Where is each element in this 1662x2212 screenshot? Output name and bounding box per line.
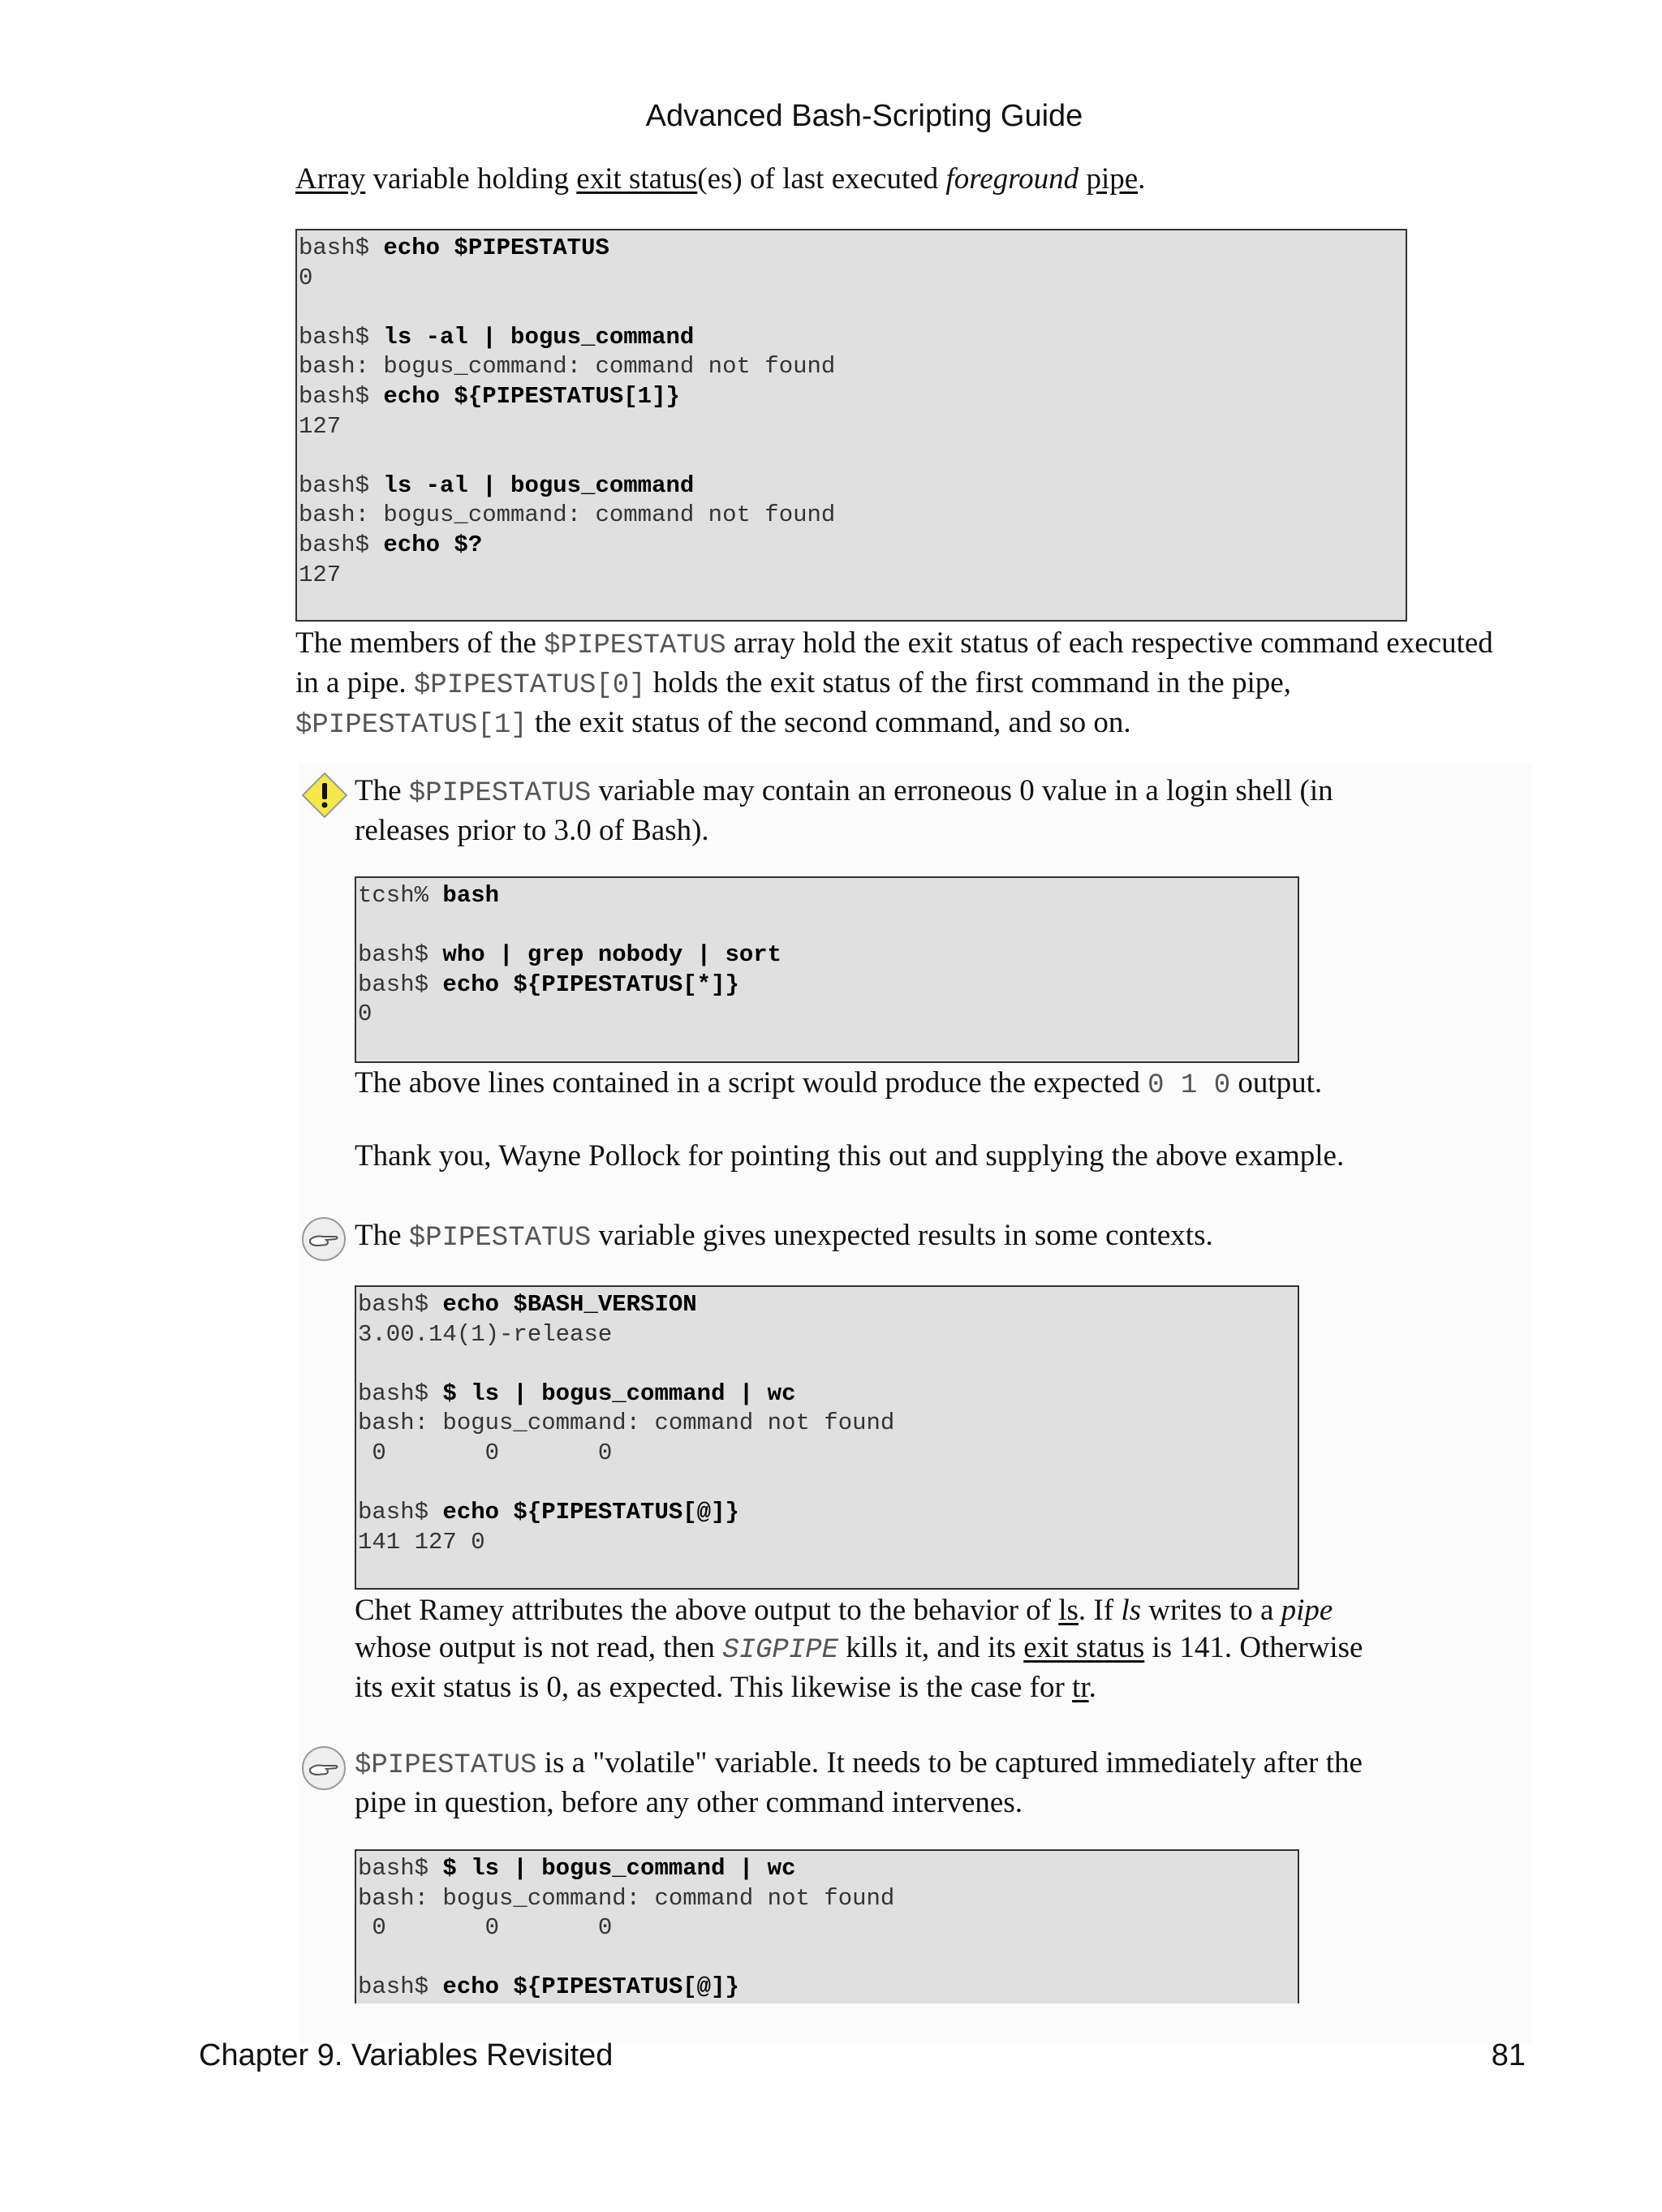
intro-text: . xyxy=(1138,162,1146,196)
code-inline: $PIPESTATUS[1] xyxy=(295,710,527,741)
text: The members of the xyxy=(295,626,545,660)
intro-text: (es) of last executed xyxy=(697,162,946,196)
code-block-4 xyxy=(355,1849,1299,2003)
shell-output: 0 xyxy=(299,264,313,291)
code-line xyxy=(358,1884,1296,1914)
text: The xyxy=(355,774,409,807)
note2-text xyxy=(355,1745,1363,1822)
chet-paragraph xyxy=(355,1592,1363,1706)
shell-prompt: bash$ xyxy=(358,970,443,998)
code-line xyxy=(299,264,1404,294)
page-header: Advanced Bash-Scripting Guide xyxy=(645,99,1083,133)
footer-page-number: 81 xyxy=(1491,2038,1526,2072)
code-line xyxy=(358,911,1296,941)
code-line xyxy=(358,1439,1296,1469)
code-line xyxy=(299,382,1404,412)
text: The above lines contained in a script would produce the expected xyxy=(355,1066,1148,1100)
code-block-1 xyxy=(295,229,1407,622)
shell-output: bash: bogus_command: command not found xyxy=(358,1409,895,1437)
code-inline: $PIPESTATUS[0] xyxy=(413,670,646,701)
shell-command: echo $PIPESTATUS xyxy=(383,235,609,261)
code-line xyxy=(299,323,1404,353)
shell-command: echo ${PIPESTATUS[1]} xyxy=(383,382,680,410)
code-line xyxy=(299,561,1404,591)
warning-text xyxy=(355,772,1333,850)
text: its exit status is 0, as expected. This likewise is the case for xyxy=(355,1671,1073,1704)
shell-prompt: bash$ xyxy=(358,1499,443,1526)
tr-link[interactable]: tr xyxy=(1072,1671,1089,1704)
code-line xyxy=(299,441,1404,471)
text: variable may contain an erroneous 0 value in a login shell (in xyxy=(591,774,1333,807)
code-line xyxy=(358,1854,1296,1884)
code-line xyxy=(299,352,1404,382)
shell-command: echo $BASH_VERSION xyxy=(442,1291,697,1318)
code-line xyxy=(299,412,1404,442)
shell-command: bash xyxy=(442,882,500,909)
pipe-link[interactable]: pipe xyxy=(1086,162,1139,196)
array-link[interactable]: Array xyxy=(295,162,366,196)
text: array hold the exit status of each respective command executed xyxy=(726,626,1493,660)
shell-prompt: bash$ xyxy=(299,382,384,410)
text: in a pipe. xyxy=(295,666,414,699)
code-line xyxy=(358,1973,1296,2003)
shell-command: $ ls | bogus_command | wc xyxy=(442,1855,796,1882)
shell-prompt: bash$ xyxy=(299,323,384,351)
shell-prompt: bash$ xyxy=(358,1973,443,2001)
code-inline: $PIPESTATUS xyxy=(408,1223,592,1254)
text: holds the exit status of the first command in the pipe, xyxy=(645,666,1291,699)
shell-output: 141 127 0 xyxy=(358,1528,485,1556)
exit-status-link[interactable]: exit status xyxy=(1023,1631,1145,1664)
shell-command: ls -al | bogus_command xyxy=(383,471,695,499)
shell-prompt: bash$ xyxy=(299,471,384,499)
shell-output: bash: bogus_command: command not found xyxy=(299,501,836,529)
code-line xyxy=(358,1000,1296,1030)
warning-icon xyxy=(300,771,349,820)
shell-prompt: bash$ xyxy=(358,1379,443,1407)
code-line xyxy=(358,1320,1296,1350)
intro-line xyxy=(295,161,1145,198)
pointing-hand-icon xyxy=(300,1216,347,1263)
shell-command: $ ls | bogus_command | wc xyxy=(442,1379,796,1407)
code-line xyxy=(358,1349,1296,1379)
code-line xyxy=(299,501,1404,531)
code-line xyxy=(299,293,1404,323)
text: pipe in question, before any other command intervenes. xyxy=(355,1786,1023,1819)
shell-prompt: bash$ xyxy=(358,1855,443,1882)
code-line xyxy=(358,1498,1296,1528)
text: Chet Ramey attributes the above output to the behavior of xyxy=(355,1594,1059,1627)
text: . If xyxy=(1078,1594,1122,1627)
code-line xyxy=(358,1379,1296,1409)
code-block-2 xyxy=(355,876,1299,1063)
intro-italic: foreground xyxy=(945,162,1079,196)
code-line xyxy=(358,940,1296,970)
intro-text: variable holding xyxy=(365,162,577,196)
above-paragraph xyxy=(355,1065,1322,1104)
text: releases prior to 3.0 of Bash). xyxy=(355,814,709,847)
code-line xyxy=(358,1913,1296,1943)
shell-output: 0 0 0 xyxy=(358,1439,613,1466)
code-line xyxy=(358,881,1296,911)
text: is a "volatile" variable. It needs to be captured immediately after the xyxy=(536,1746,1363,1779)
shell-output: bash: bogus_command: command not found xyxy=(299,353,836,381)
text: variable gives unexpected results in some contexts. xyxy=(591,1219,1213,1252)
italic-text: ls xyxy=(1121,1594,1142,1627)
text: is 141. Otherwise xyxy=(1144,1631,1363,1664)
footer-chapter: Chapter 9. Variables Revisited xyxy=(199,2038,614,2072)
text: The xyxy=(355,1219,409,1252)
shell-prompt: bash$ xyxy=(299,531,384,558)
text: writes to a xyxy=(1141,1594,1281,1627)
shell-output: 3.00.14(1)-release xyxy=(358,1320,613,1348)
text: . xyxy=(1088,1671,1096,1704)
shell-output: 127 xyxy=(299,561,342,588)
members-paragraph xyxy=(295,625,1529,744)
code-block-3 xyxy=(355,1285,1299,1590)
code-inline: $PIPESTATUS xyxy=(355,1750,537,1781)
code-line xyxy=(299,234,1404,264)
text: whose output is not read, then xyxy=(355,1631,723,1664)
shell-output: 0 0 0 xyxy=(358,1914,613,1942)
shell-command: echo ${PIPESTATUS[@]} xyxy=(442,1973,739,2001)
exit-status-link[interactable]: exit status xyxy=(576,162,698,196)
shell-prompt: bash$ xyxy=(358,941,443,969)
code-line xyxy=(358,1469,1296,1499)
text: output. xyxy=(1230,1066,1323,1100)
code-inline: $PIPESTATUS xyxy=(408,778,592,809)
code-inline: 0 1 0 xyxy=(1147,1070,1231,1101)
shell-output: 0 xyxy=(358,1001,372,1028)
shell-prompt: bash$ xyxy=(358,1291,443,1318)
code-line xyxy=(358,1528,1296,1558)
ls-link[interactable]: ls xyxy=(1058,1594,1079,1627)
shell-command: echo ${PIPESTATUS[@]} xyxy=(442,1499,739,1526)
shell-command: echo ${PIPESTATUS[*]} xyxy=(442,970,739,998)
text: the exit status of the second command, and so on. xyxy=(527,706,1131,739)
shell-output: bash: bogus_command: command not found xyxy=(358,1884,895,1912)
shell-command: ls -al | bogus_command xyxy=(383,323,695,351)
note1-text xyxy=(355,1217,1213,1257)
code-line xyxy=(299,471,1404,501)
shell-command: who | grep nobody | sort xyxy=(442,941,782,969)
code-line xyxy=(358,1290,1296,1320)
text: kills it, and its xyxy=(838,1631,1024,1664)
code-line xyxy=(358,970,1296,1001)
shell-command: echo $? xyxy=(383,531,483,558)
pointing-hand-icon xyxy=(300,1745,347,1792)
code-inline: $PIPESTATUS xyxy=(544,630,726,661)
code-inline: SIGPIPE xyxy=(722,1635,839,1666)
shell-output: 127 xyxy=(299,412,342,440)
code-line xyxy=(358,1409,1296,1439)
shell-prompt: tcsh% xyxy=(358,882,443,909)
code-line xyxy=(358,1943,1296,1973)
shell-prompt: bash$ xyxy=(299,235,384,261)
code-line xyxy=(299,531,1404,561)
italic-text: pipe xyxy=(1281,1594,1333,1627)
thanks-paragraph: Thank you, Wayne Pollock for pointing this out and supplying the above example. xyxy=(355,1139,1345,1173)
